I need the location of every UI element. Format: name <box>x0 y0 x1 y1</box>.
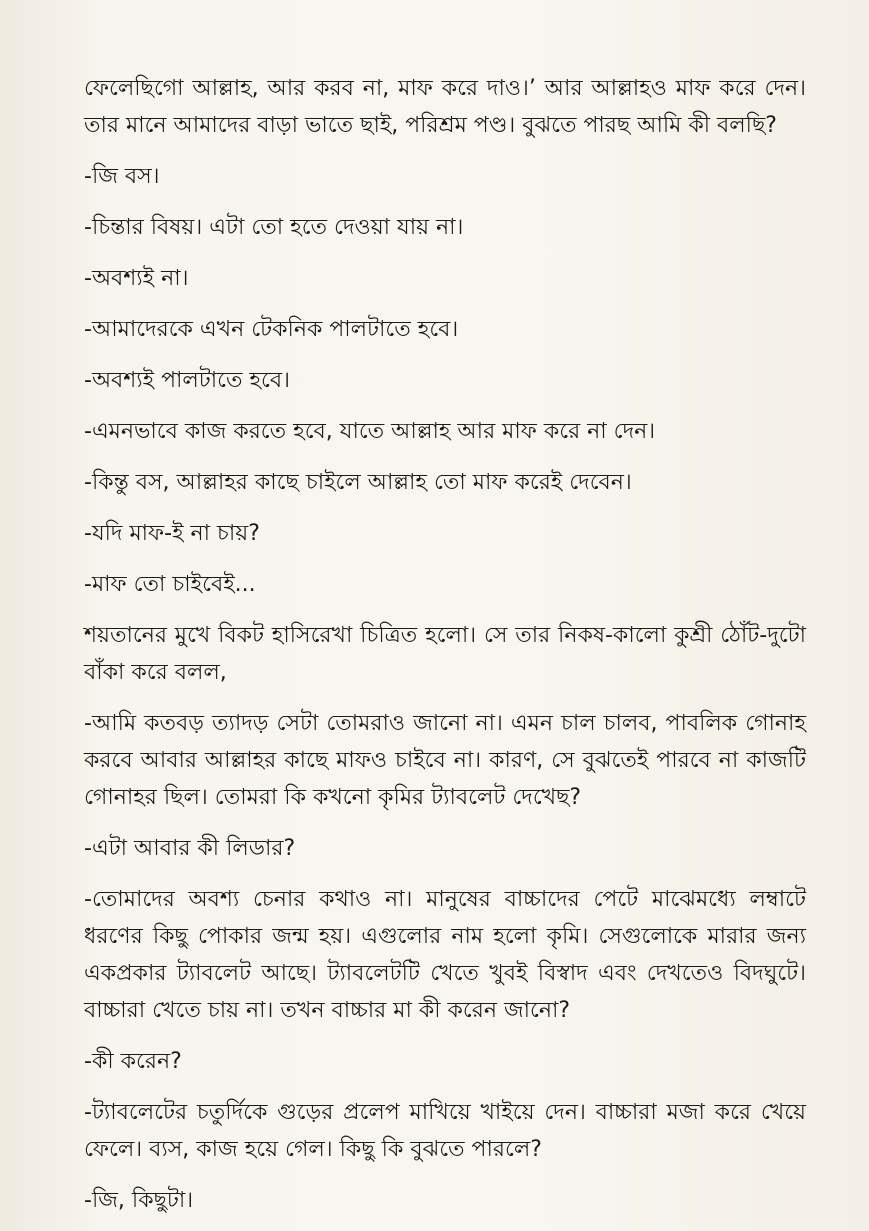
paragraph-1: ফেলেছিগো আল্লাহ, আর করব না, মাফ করে দাও।’ আর আল্লাহও মাফ করে দেন। তার মানে আমাদের বাড়া ভাতে ছাই, পরিশ্রম পণ্ড। বুঝতে পারছ আমি কী বলছি? <box>84 76 806 138</box>
paragraph-8: -কিন্তু বস, আল্লাহর কাছে চাইলে আল্লাহ তো মাফ করেই দেবেন। <box>84 470 632 495</box>
paragraph-5: -আমাদেরকে এখন টেকনিক পালটাতে হবে। <box>84 317 459 342</box>
paragraph-2: -জি বস। <box>84 164 160 189</box>
paragraph-15: -কী করেন? <box>84 1049 182 1074</box>
paragraph-9: -যদি মাফ-ই না চায়? <box>84 521 260 546</box>
paragraph-16: -ট্যাবলেটের চতুর্দিকে গুড়ের প্রলেপ মাখিয়ে খাইয়ে দেন। বাচ্চারা মজা করে খেয়ে ফেলে। ব্যস, কাজ হয়ে গেল। কিছু কি বুঝতে পারলে? <box>84 1100 806 1162</box>
paragraph-17: -জি, কিছুটা। <box>84 1188 194 1213</box>
paragraph-3: -চিন্তার বিষয়। এটা তো হতে দেওয়া যায় না। <box>84 215 464 240</box>
paragraph-6: -অবশ্যই পালটাতে হবে। <box>84 368 290 393</box>
paragraph-13: -এটা আবার কী লিডার? <box>84 836 296 861</box>
paragraph-12: -আমি কতবড় ত্যাদড় সেটা তোমরাও জানো না। এমন চাল চালব, পাবলিক গোনাহ করবে আবার আল্লাহর কাছে মাফও চাইবে না। কারণ, সে বুঝতেই পারবে না কাজটি গোনাহর ছিল। তোমরা কি কখনো কৃমির ট্যাবলেট দেখেছ? <box>84 711 806 810</box>
paragraph-4: -অবশ্যই না। <box>84 266 189 291</box>
paragraph-10: -মাফ তো চাইবেই... <box>84 572 256 597</box>
page-text <box>84 70 806 1219</box>
paragraph-11: শয়তানের মুখে বিকট হাসিরেখা চিত্রিত হলো। সে তার নিকষ-কালো কুশ্রী ঠোঁট-দুটো বাঁকা করে বলল, <box>84 623 806 685</box>
paragraph-14: -তোমাদের অবশ্য চেনার কথাও না। মানুষের বাচ্চাদের পেটে মাঝেমধ্যে লম্বাটে ধরণের কিছু পোকার জন্ম হয়। এগুলোর নাম হলো কৃমি। সেগুলোকে মারার জন্য একপ্রকার ট্যাবলেট আছে। ট্যাবলেটটি খেতে খুবই বিস্বাদ এবং দেখতেও বিদঘুটে। বাচ্চারা খেতে চায় না। তখন বাচ্চার মা কী করেন জানো? <box>84 887 806 1023</box>
paragraph-7: -এমনভাবে কাজ করতে হবে, যাতে আল্লাহ আর মাফ করে না দেন। <box>84 419 656 444</box>
